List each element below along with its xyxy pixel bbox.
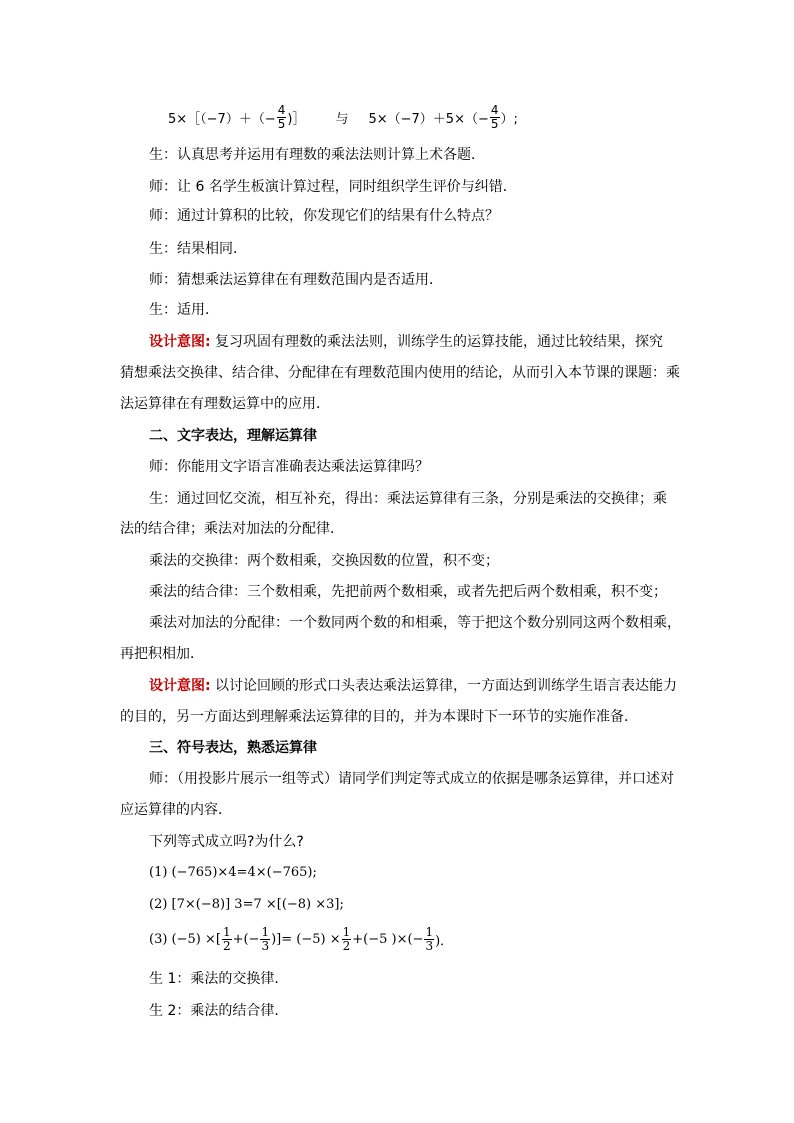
expr-connector: 与 bbox=[335, 111, 349, 127]
fraction bbox=[260, 926, 270, 953]
design-intent-label: 设计意图: bbox=[149, 678, 211, 694]
paragraph: 师：你能用文字语言准确表达乘法运算律吗？ bbox=[149, 459, 429, 475]
equation-item: (1) (−765)×4=4×(−765); bbox=[149, 865, 317, 880]
paragraph-continuation: 猜想乘法交换律、结合律、分配律在有理数范围内使用的结论，从而引入本节课的课题：乘 bbox=[120, 365, 680, 381]
paragraph: 师：（用投影片展示一组等式）请同学们判定等式成立的依据是哪条运算律，并口述对 bbox=[149, 771, 674, 787]
paragraph: 师：通过计算积的比较，你发现它们的结果有什么特点？ bbox=[149, 208, 499, 224]
fraction bbox=[222, 926, 232, 953]
paragraph-continuation: 法的结合律；乘法对加法的分配律． bbox=[120, 521, 344, 537]
paragraph: 下列等式成立吗?为什么? bbox=[149, 834, 304, 850]
design-intent-text: 复习巩固有理数的乘法法则，训练学生的运算技能，通过比较结果，探究 bbox=[210, 334, 664, 350]
paragraph: 乘法对加法的分配律：一个数同两个数的和相乘，等于把这个数分别同这两个数相乘， bbox=[149, 615, 681, 631]
paragraph: 师：猜想乘法运算律在有理数范围内是否适用． bbox=[149, 272, 443, 288]
paragraph: 乘法的交换律：两个数相乘，交换因数的位置，积不变； bbox=[149, 553, 499, 569]
design-intent-paragraph bbox=[149, 677, 677, 695]
paragraph-continuation: 法运算律在有理数运算中的应用． bbox=[120, 396, 330, 412]
design-intent-text: 以讨论回顾的形式口头表达乘法运算律，一方面达到训练学生语言表达能力 bbox=[210, 678, 678, 694]
fraction-numerator: 1 bbox=[425, 924, 434, 939]
fraction-denominator: 2 bbox=[222, 938, 231, 953]
fraction bbox=[424, 926, 434, 953]
fraction-denominator: 3 bbox=[425, 938, 434, 953]
fraction bbox=[277, 104, 287, 131]
fraction bbox=[490, 104, 500, 131]
paragraph: 生：认真思考并运用有理数的乘法法则计算上术各题． bbox=[149, 147, 485, 163]
equation-item bbox=[149, 919, 453, 959]
math-expression-line bbox=[168, 97, 518, 137]
paragraph: 生：适用． bbox=[149, 302, 219, 318]
paragraph: 乘法的结合律：三个数相乘，先把前两个数相乘，或者先把后两个数相乘，积不变； bbox=[149, 584, 667, 600]
paragraph: 师：让 6 名学生板演计算过程，同时组织学生评价与纠错． bbox=[149, 179, 517, 195]
expr-part: (3) (−5) ×[ bbox=[149, 931, 221, 947]
fraction-numerator: 4 bbox=[277, 102, 286, 117]
paragraph: 生：通过回忆交流，相互补充，得出：乘法运算律有三条，分别是乘法的交换律；乘 bbox=[149, 491, 667, 507]
paragraph-continuation: 应运算律的内容． bbox=[120, 802, 232, 818]
expr-part: )］ bbox=[287, 111, 306, 127]
fraction-denominator: 5 bbox=[277, 116, 286, 131]
paragraph: 生 1：乘法的交换律． bbox=[149, 971, 289, 987]
fraction-numerator: 1 bbox=[261, 924, 270, 939]
fraction-numerator: 1 bbox=[222, 924, 231, 939]
section-heading: 二、文字表达，理解运算律 bbox=[149, 428, 317, 444]
fraction-numerator: 1 bbox=[342, 924, 351, 939]
paragraph: 生 2：乘法的结合律． bbox=[149, 1003, 289, 1019]
fraction bbox=[342, 926, 352, 953]
design-intent-label: 设计意图: bbox=[149, 334, 211, 350]
fraction-denominator: 3 bbox=[261, 938, 270, 953]
section-heading: 三、符号表达，熟悉运算律 bbox=[149, 740, 317, 756]
expr-part: )． bbox=[435, 933, 454, 949]
paragraph-continuation: 的目的，另一方面达到理解乘法运算律的目的，并为本课时下一环节的实施作准备． bbox=[120, 709, 638, 725]
fraction-numerator: 4 bbox=[490, 102, 499, 117]
fraction-denominator: 5 bbox=[490, 116, 499, 131]
expr-part: +(−5 )×(− bbox=[352, 931, 424, 947]
expr-part: 5×［（−7）＋（− bbox=[168, 111, 276, 127]
paragraph: 生：结果相同． bbox=[149, 241, 247, 257]
expr-part: ）; bbox=[500, 111, 518, 127]
design-intent-paragraph bbox=[149, 333, 663, 351]
fraction-denominator: 2 bbox=[342, 938, 351, 953]
paragraph-continuation: 再把积相加． bbox=[120, 646, 204, 662]
expr-part: 5×（−7）＋5×（− bbox=[368, 111, 489, 127]
equation-item: (2) [7×(−8)] 3=7 ×[(−8) ×3]; bbox=[149, 897, 344, 912]
expr-part: )]= (−5) × bbox=[271, 931, 341, 947]
expr-part: +(− bbox=[232, 931, 260, 947]
